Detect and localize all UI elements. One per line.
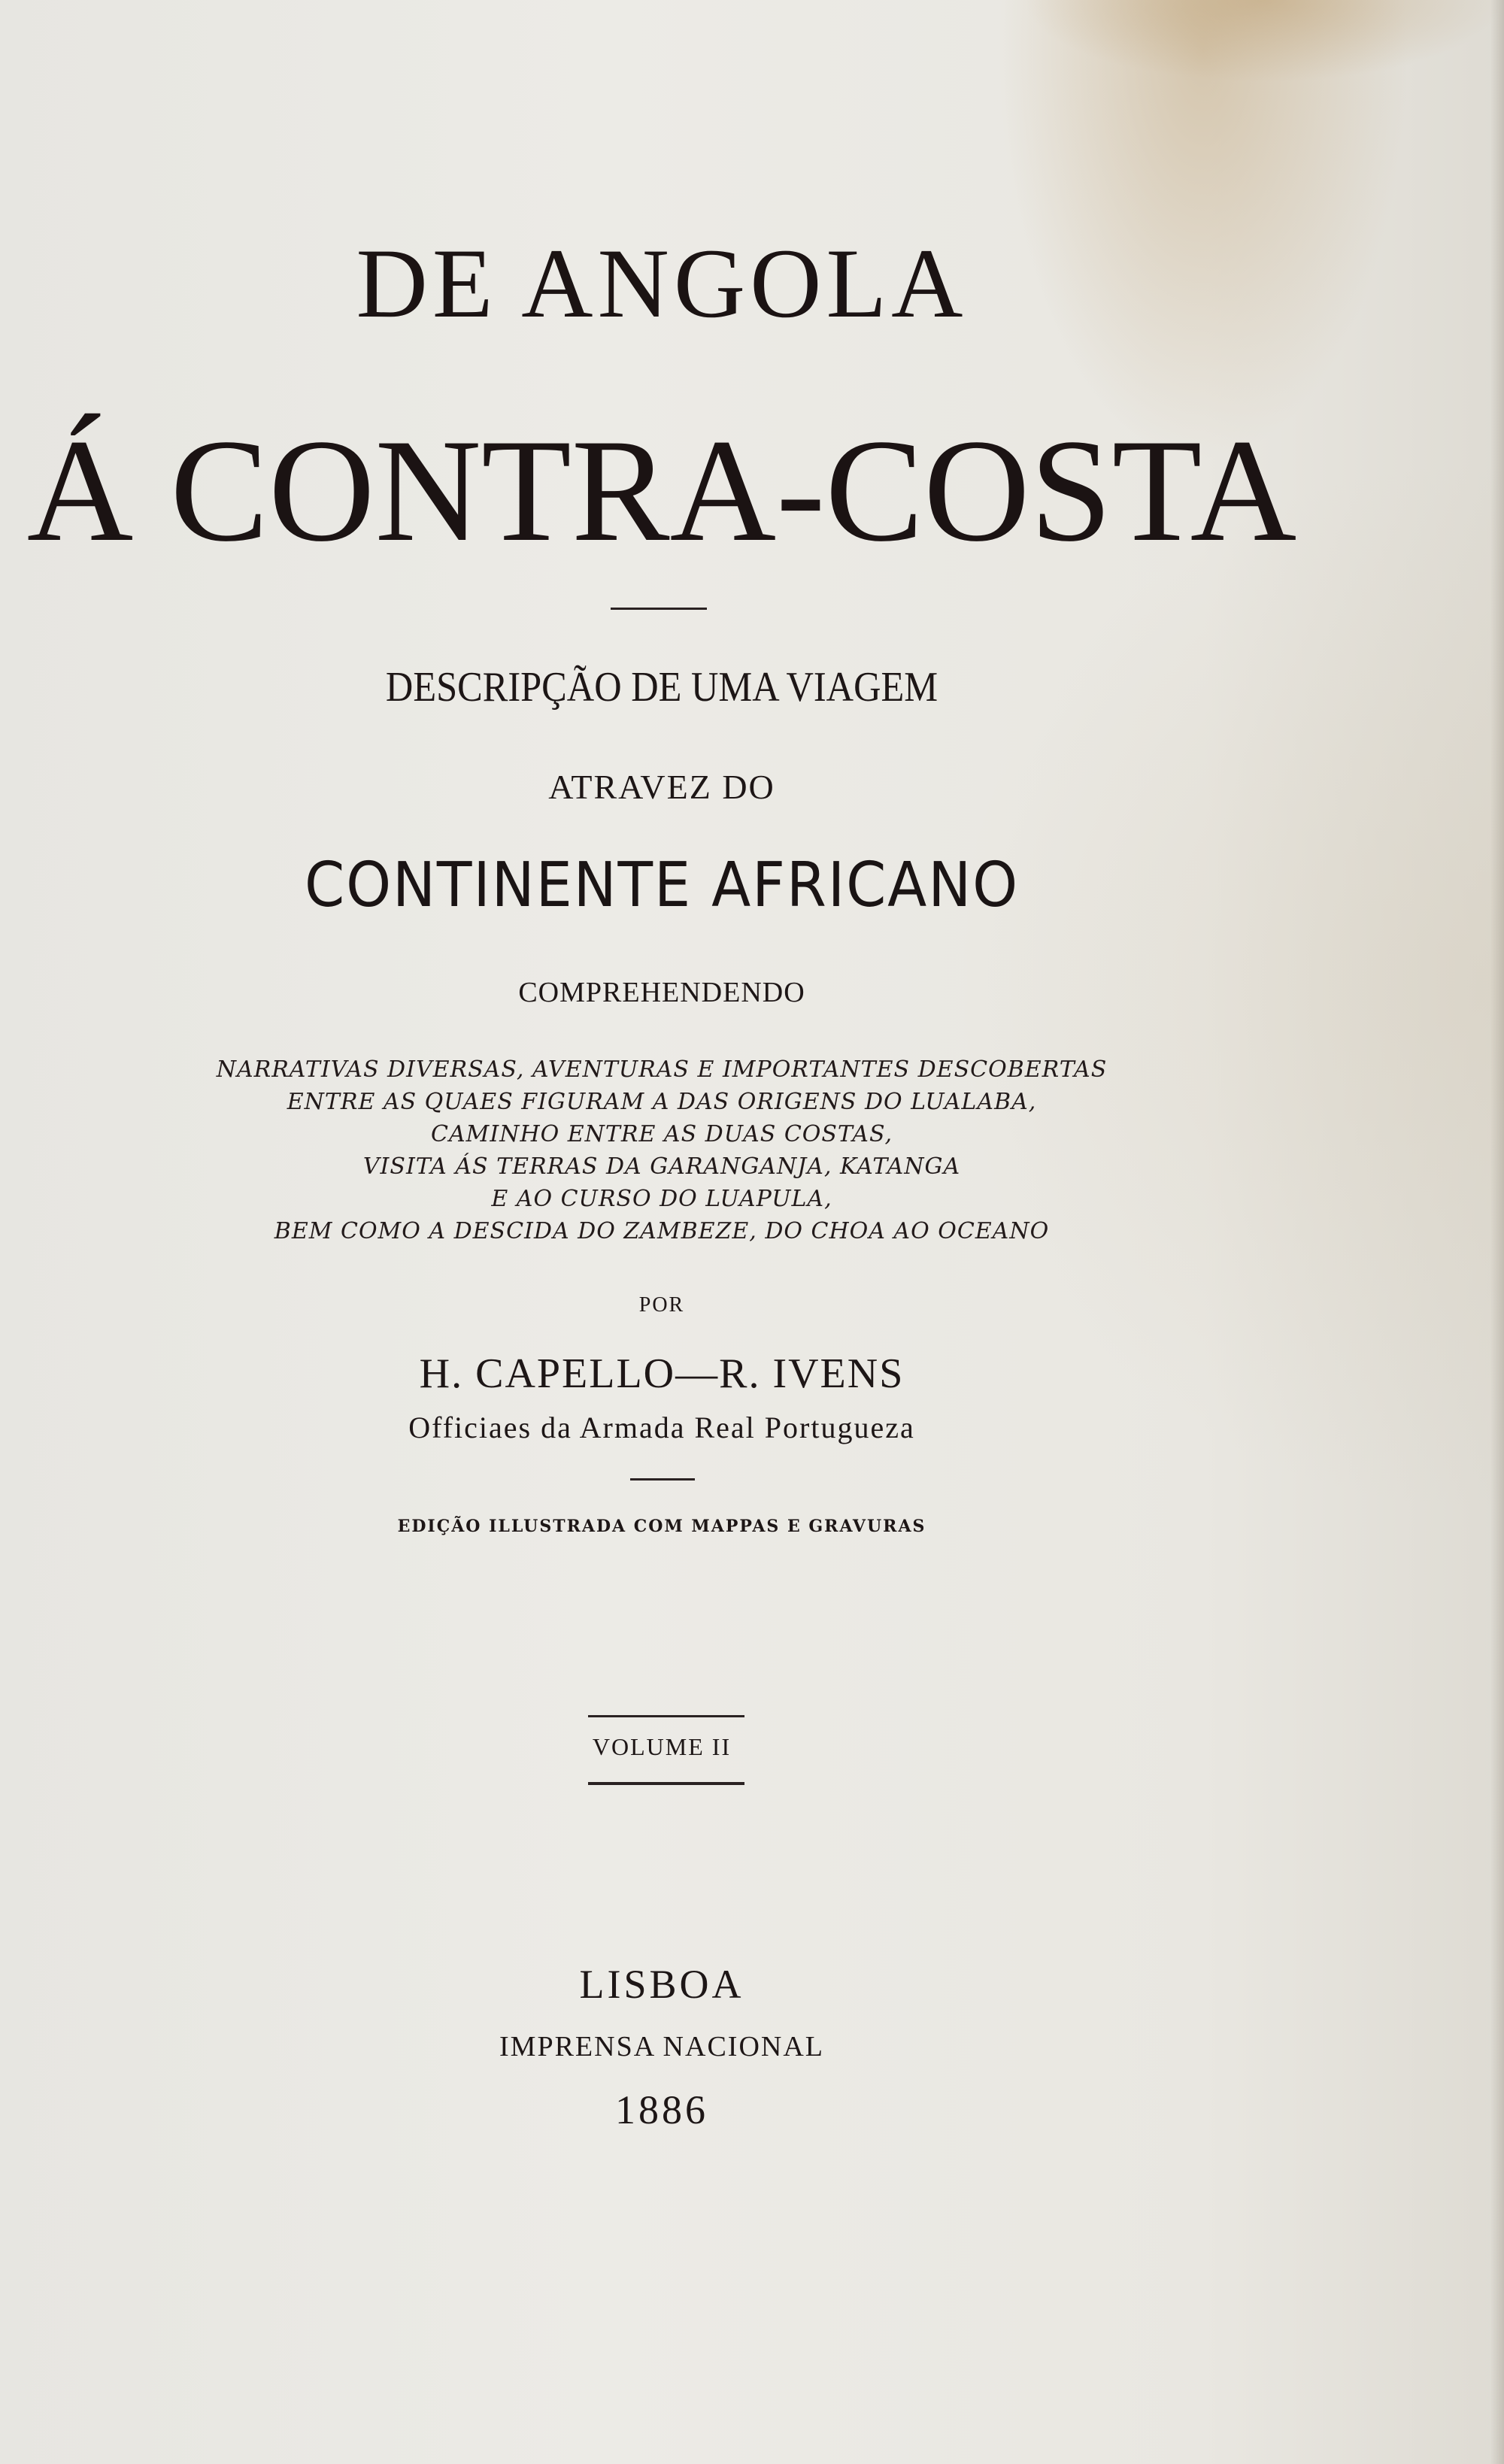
description-line: E AO CURSO DO LUAPULA, <box>491 1186 832 1212</box>
divider-rule-top <box>611 608 707 610</box>
subtitle-line-4: COMPREHENDENDO <box>518 977 805 1008</box>
imprint-publisher: IMPRENSA NACIONAL <box>499 2031 824 2062</box>
description-line: BEM COMO A DESCIDA DO ZAMBEZE, DO CHOA AO OCEANO <box>274 1218 1050 1244</box>
by-label: POR <box>638 1293 685 1317</box>
imprint-city: LISBOA <box>579 1962 744 2007</box>
description-line: ENTRE AS QUAES FIGURAM A DAS ORIGENS DO LUALABA, <box>287 1089 1037 1115</box>
subtitle-line-3: CONTINENTE AFRICANO <box>304 850 1020 921</box>
volume-rule-top <box>588 1715 744 1717</box>
description-line: VISITA ÁS TERRAS DA GARANGANJA, KATANGA <box>362 1153 961 1180</box>
title-line-2: Á CONTRA-COSTA <box>26 409 1297 572</box>
imprint-year: 1886 <box>615 2087 708 2132</box>
title-line-1: DE ANGOLA <box>356 228 968 338</box>
authors: H. CAPELLO—R. IVENS <box>419 1350 905 1397</box>
page-edge-shadow <box>1490 0 1504 2464</box>
subtitle-line-1: DESCRIPÇÃO DE UMA VIAGEM <box>385 664 938 711</box>
divider-rule-middle <box>630 1478 695 1481</box>
volume-rule-bottom <box>588 1782 744 1785</box>
authors-role: Officiaes da Armada Real Portugueza <box>408 1411 915 1444</box>
subtitle-line-2: ATRAVEZ DO <box>548 768 775 806</box>
description-line: NARRATIVAS DIVERSAS, AVENTURAS E IMPORTANTES DESCOBERTAS <box>216 1056 1108 1083</box>
description-line: CAMINHO ENTRE AS DUAS COSTAS, <box>431 1121 893 1147</box>
volume-label: VOLUME II <box>592 1733 732 1760</box>
edition-note: EDIÇÃO ILLUSTRADA COM MAPPAS E GRAVURAS <box>397 1517 926 1536</box>
paper-stain <box>1023 0 1504 83</box>
